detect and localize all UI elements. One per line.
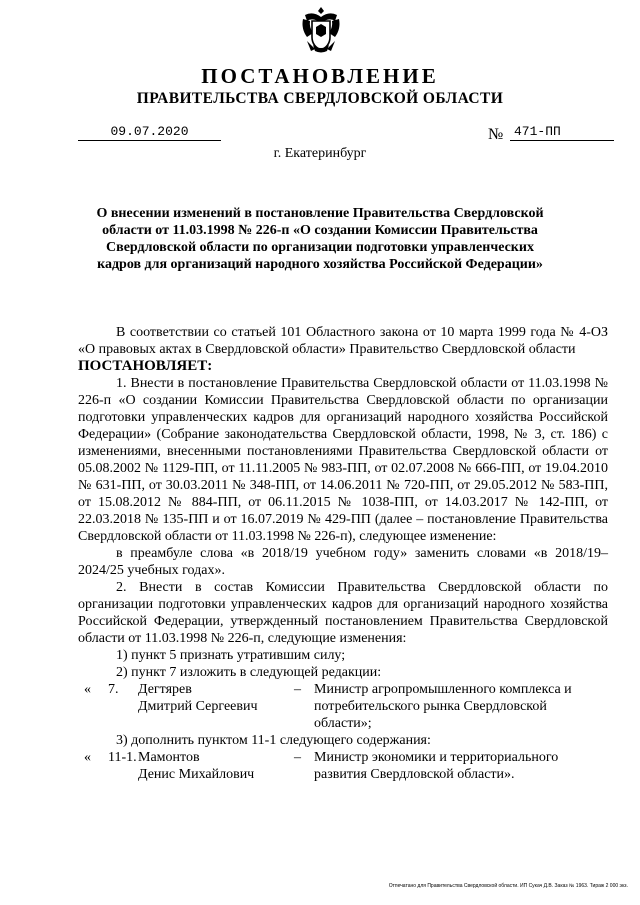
member-position: Министр агропромышленного комплекса и потребительского рынка Свердловской области»;: [314, 682, 572, 731]
entry-dash: –: [294, 682, 301, 697]
entry-number: 11-1.: [108, 750, 137, 765]
coat-of-arms-emblem: [299, 5, 343, 57]
member-entry-11-1: [78, 749, 608, 783]
member-given-name: Денис Михайлович: [138, 767, 255, 782]
member-name: [138, 681, 294, 732]
item-1-amendment: в преамбуле слова «в 2018/19 учебном году» заменить словами «в 2018/19–2024/25 учебных годах».: [78, 546, 608, 578]
item-2-paragraph: 2. Внести в состав Комиссии Правительства Свердловской области по организации подготовки управленческих кадров для организаций народного хозяйства Российской Федерации, утвержденный постановлением Правительства Свердловской области от 11.03.1998 № 226-п, следующие изменения:: [78, 580, 608, 646]
document-type-title: ПОСТАНОВЛЕНИЕ: [201, 64, 439, 88]
print-footer: Отпечатано для Правительства Свердловской области. ИП Сукач Д.В. Заказ № 1963. Тираж 2 000 экз.: [388, 883, 628, 889]
item-2-subitem-1: 1) пункт 5 признать утратившим силу;: [116, 648, 346, 663]
member-name: [138, 749, 294, 783]
document-date: 09.07.2020: [78, 124, 221, 141]
opening-quote: «: [84, 682, 91, 697]
document-body: [78, 324, 608, 783]
entry-number: 7.: [108, 682, 119, 697]
intro-paragraph: В соответствии со статьей 101 Областного закона от 10 марта 1999 года № 4-ОЗ «О правовых актах в Свердловской области» Правительство Свердловской области: [78, 325, 608, 357]
entry-dash: –: [294, 750, 301, 765]
city: г. Екатеринбург: [273, 146, 367, 161]
item-2-subitem-3: 3) дополнить пунктом 11-1 следующего содержания:: [116, 733, 431, 748]
item-2-subitem-2: 2) пункт 7 изложить в следующей редакции:: [116, 665, 382, 680]
member-entry-7: [78, 681, 608, 732]
document-heading: О внесении изменений в постановление Правительства Свердловской области от 11.03.1998 № 226-п «О создании Комиссии Правительства Свердловской области по организации подготовки управленческих кадров для организаций народного хозяйства Российской Федерации»: [96, 206, 544, 272]
member-position: Министр экономики и территориального развития Свердловской области».: [314, 750, 559, 782]
member-surname: Мамонтов: [138, 750, 200, 765]
issuing-authority: ПРАВИТЕЛЬСТВА СВЕРДЛОВСКОЙ ОБЛАСТИ: [136, 90, 504, 107]
opening-quote: «: [84, 750, 91, 765]
member-given-name: Дмитрий Сергеевич: [138, 699, 258, 714]
member-surname: Дегтярев: [138, 682, 192, 697]
item-1-paragraph: 1. Внести в постановление Правительства Свердловской области от 11.03.1998 № 226-п «О создании Комиссии Правительства Свердловской области по организации подготовки управленческих кадров для организаций народного хозяйства Российской Федерации» (Собрание законодательства Свердловской области, 1998, № 3, ст. 186) с изменениями, внесенными постановлениями Правительства Свердловской области от 05.08.2002 № 1129-ПП, от 11.11.2005 № 983-ПП, от 02.07.2008 № 666-ПП, от 19.04.2010 № 631-ПП, от 30.03.2011 № 348-ПП, от 14.06.2011 № 720-ПП, от 29.05.2012 № 583-ПП, от 15.08.2012 № 884-ПП, от 06.11.2015 № 1038-ПП, от 14.03.2017 № 142-ПП, от 22.03.2018 № 135-ПП и от 16.07.2019 № 429-ПП (далее – постановление Правительства Свердловской области от 11.03.1998 № 226-п), следующее изменение:: [78, 376, 608, 544]
decree-word: ПОСТАНОВЛЯЕТ:: [78, 358, 213, 374]
number-sign: №: [488, 126, 504, 143]
document-number: 471-ПП: [510, 124, 614, 141]
